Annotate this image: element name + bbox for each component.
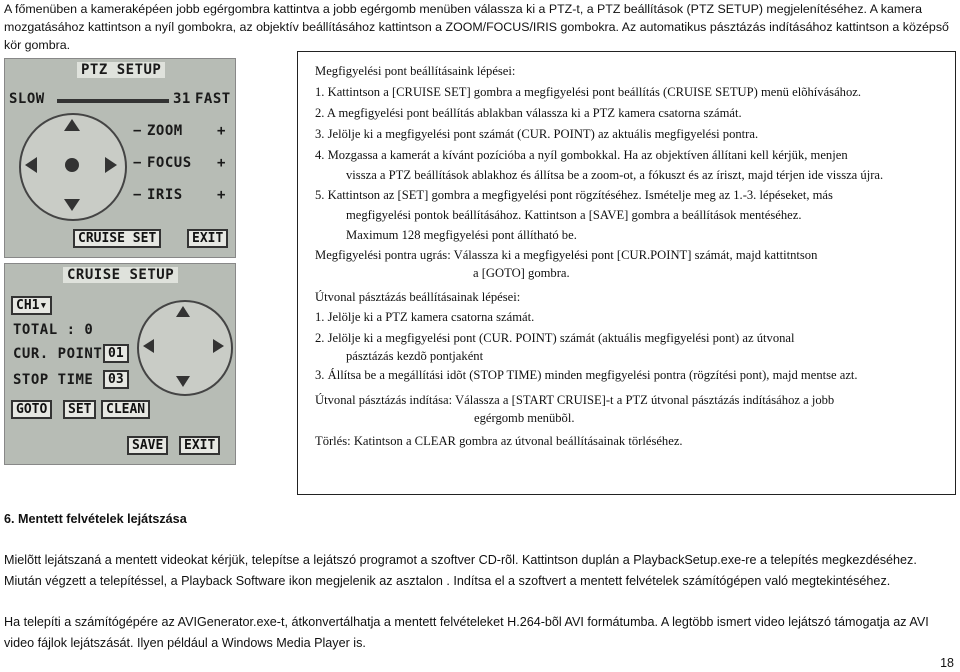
ptz-setup-title: PTZ SETUP xyxy=(77,62,165,78)
fast-label: FAST xyxy=(195,91,231,107)
iris-minus-icon: − xyxy=(133,187,142,203)
instruction-box xyxy=(297,51,956,495)
box-line: Útvonal pásztázás beállításainak lépései: xyxy=(315,290,521,304)
ptz-setup-screenshot xyxy=(4,58,236,258)
goto-button: GOTO xyxy=(11,400,52,419)
iris-label: IRIS xyxy=(147,187,183,203)
channel-value: CH1 xyxy=(16,298,40,313)
intro-paragraph: A főmenüben a kameraképéen jobb egérgombra kattintva a jobb egérgomb menüben válassza ki a PTZ-t, a PTZ beállítások (PTZ SETUP) megjelenítéséhez. A kamera mozgatásához kattintson a nyíl gombokra, az objektív beállításához kattintson a ZOOM/FOCUS/IRIS gombokra. Az automatikus pásztázás indításához kattintson a középső kör gombra. xyxy=(4,2,949,52)
box-line: Törlés: Katintson a CLEAR gombra az útvonal beállításainak törléséhez. xyxy=(315,434,683,448)
channel-select xyxy=(11,296,52,315)
box-line: Megfigyelési pont beállításaink lépései: xyxy=(315,64,516,78)
save-button: SAVE xyxy=(127,436,168,455)
dropdown-arrow-icon: ▾ xyxy=(39,298,48,313)
box-line: 3. Állítsa be a megállítási idõt (STOP TIME) minden megfigyelési pontra (rögzítési pont), majd mentse azt. xyxy=(315,368,858,382)
cur-point-value: 01 xyxy=(103,344,129,363)
zoom-plus-icon: + xyxy=(217,123,226,139)
cruise-setup-title: CRUISE SETUP xyxy=(63,267,178,283)
cruise-arrow-down-icon xyxy=(176,376,190,387)
cruise-setup-screenshot xyxy=(4,263,236,465)
box-line: 2. Jelölje ki a megfigyelési pont (CUR. POINT) számát (aktuális megfigyelési pont) az útvonal xyxy=(315,331,795,345)
paragraph-avi-generator: Ha telepíti a számítógépére az AVIGenerator.exe-t, átkonvertálhatja a mentett felvételeket H.264-bõl AVI formátumba. A legtöbb ismert video lejátszó támogatja az AVI video fájlok lejátszását. Ilyen például a Windows Media Player is. xyxy=(4,615,929,650)
cruise-arrow-right-icon xyxy=(213,339,224,353)
box-line: 1. Jelölje ki a PTZ kamera csatorna számát. xyxy=(315,310,535,324)
focus-plus-icon: + xyxy=(217,155,226,171)
paragraph-playback-install: Mielõtt lejátszaná a mentett videokat kérjük, telepítse a lejátszó programot a szoftver CD-rõl. Kattintson duplán a PlaybackSetup.exe-re a telepítés megkezdéséhez. Miután végzett a telepítéssel, a Playback Software ikon megjelenik az asztalon . Indítsa el a szoftvert a mentett felvételek számítógépen való megtekintéséhez. xyxy=(4,553,917,588)
box-line: egérgomb menübõl. xyxy=(474,411,575,425)
box-line: 4. Mozgassa a kamerát a kívánt pozícióba a nyíl gombokkal. Ha az objektíven állítani kell kérjük, menjen xyxy=(315,148,848,162)
box-line: Megfigyelési pontra ugrás: Válassza ki a megfigyelési pont [CUR.POINT] számát, majd kattitntson xyxy=(315,248,818,262)
total-label: TOTAL : 0 xyxy=(13,322,94,338)
cruise-arrow-up-icon xyxy=(176,306,190,317)
section-title: 6. Mentett felvételek lejátszása xyxy=(4,512,187,526)
speed-value: 31 xyxy=(173,91,191,107)
arrow-down-icon xyxy=(64,199,80,211)
box-line: pásztázás kezdõ pontjaként xyxy=(346,349,484,363)
clean-button: CLEAN xyxy=(101,400,150,419)
box-line: 5. Kattintson az [SET] gombra a megfigyelési pont rögzítéséhez. Ismételje meg az 1.-3. lépéseket, más xyxy=(315,188,833,202)
slow-label: SLOW xyxy=(9,91,45,107)
box-line: 1. Kattintson a [CRUISE SET] gombra a megfigyelési pont beállítás (CRUISE SETUP) menü elõhívásához. xyxy=(315,85,861,99)
zoom-label: ZOOM xyxy=(147,123,183,139)
cruise-set-button: CRUISE SET xyxy=(73,229,161,248)
stop-time-value: 03 xyxy=(103,370,129,389)
auto-scan-center-icon xyxy=(65,158,79,172)
speed-slider xyxy=(57,99,169,103)
box-line: a [GOTO] gombra. xyxy=(473,266,570,280)
focus-label: FOCUS xyxy=(147,155,192,171)
box-line: vissza a PTZ beállítások ablakhoz és állítsa be a zoom-ot, a fókuszt és az íriszt, majd térjen ide vissza újra. xyxy=(346,168,884,182)
page-number: 18 xyxy=(940,656,954,670)
box-line: megfigyelési pontok beállításához. Kattintson a [SAVE] gombra a beállítások mentéséhez. xyxy=(346,208,802,222)
box-line: Maximum 128 megfigyelési pont állítható be. xyxy=(346,228,577,242)
ptz-exit-button: EXIT xyxy=(187,229,228,248)
set-button: SET xyxy=(63,400,96,419)
cruise-arrow-left-icon xyxy=(143,339,154,353)
box-line: Útvonal pásztázás indítása: Válassza a [START CRUISE]-t a PTZ útvonal pásztázás indításához a jobb xyxy=(315,393,835,407)
box-line: 3. Jelölje ki a megfigyelési pont számát (CUR. POINT) az aktuális megfigyelési pontra. xyxy=(315,127,759,141)
arrow-left-icon xyxy=(25,157,37,173)
zoom-minus-icon: − xyxy=(133,123,142,139)
arrow-up-icon xyxy=(64,119,80,131)
arrow-right-icon xyxy=(105,157,117,173)
cruise-exit-button: EXIT xyxy=(179,436,220,455)
cur-point-label: CUR. POINT xyxy=(13,346,103,362)
focus-minus-icon: − xyxy=(133,155,142,171)
stop-time-label: STOP TIME xyxy=(13,372,94,388)
box-line: 2. A megfigyelési pont beállítás ablakban válassza ki a PTZ kamera csatorna számát. xyxy=(315,106,742,120)
iris-plus-icon: + xyxy=(217,187,226,203)
